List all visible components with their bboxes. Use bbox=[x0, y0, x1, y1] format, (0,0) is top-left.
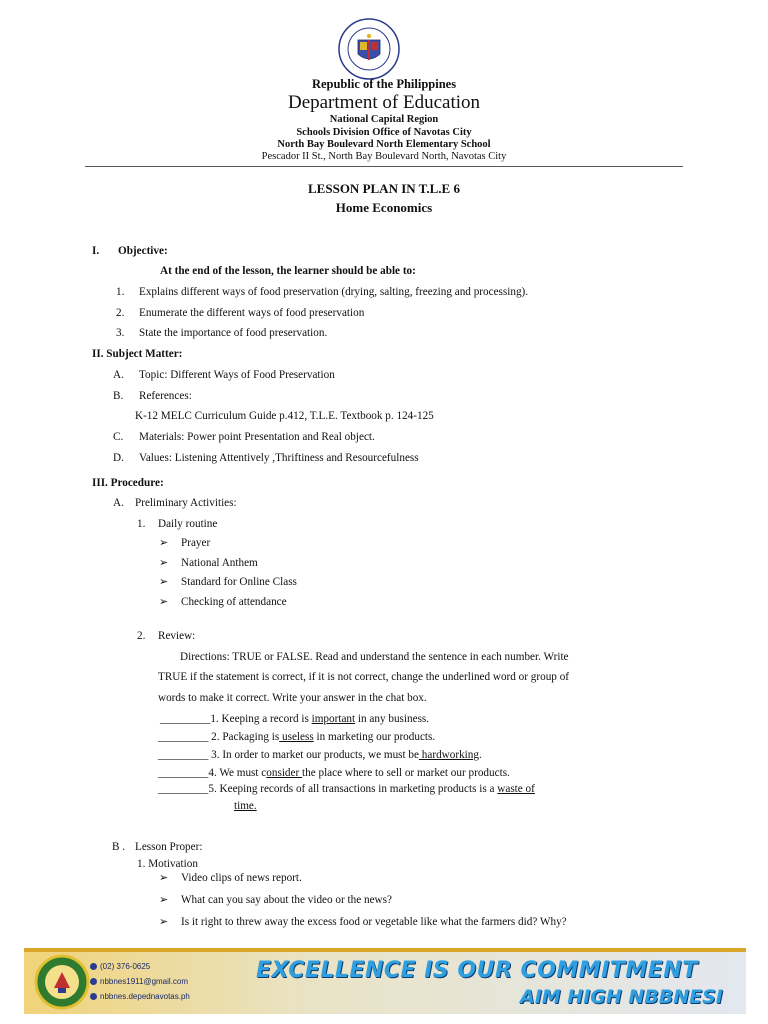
region-line: National Capital Region bbox=[329, 114, 439, 125]
arrow-bullet-icon: ➢ bbox=[159, 557, 169, 569]
objective-item: Explains different ways of food preservation (drying, salting, freezing and processing). bbox=[139, 286, 529, 298]
school-address: Pescador II St., North Bay Boulevard North, Navotas City bbox=[261, 151, 507, 162]
daily-routine-number: 1. bbox=[137, 518, 146, 530]
review-item bbox=[158, 782, 535, 796]
footer-web bbox=[90, 992, 190, 1001]
routine-item: National Anthem bbox=[181, 557, 258, 569]
daily-routine-label: Daily routine bbox=[158, 518, 218, 530]
email-text: nbbnes1911@gmail.com bbox=[100, 977, 189, 986]
answer-blank: _________ bbox=[160, 713, 211, 725]
review-item bbox=[158, 766, 510, 780]
review-item-continuation: time. bbox=[234, 800, 257, 812]
answer-blank: _________ bbox=[158, 767, 209, 779]
department-name: Department of Education bbox=[287, 92, 481, 113]
underlined-term: hardworking bbox=[419, 749, 479, 761]
footer-banner bbox=[24, 948, 746, 1014]
lesson-proper-label: Lesson Proper: bbox=[135, 841, 203, 853]
school-name: North Bay Boulevard North Elementary School bbox=[277, 139, 491, 150]
review-directions-line: words to make it correct. Write your answer in the chat box. bbox=[158, 692, 427, 704]
routine-item: Standard for Online Class bbox=[181, 576, 297, 588]
review-item bbox=[160, 712, 429, 726]
subject-item-letter: D. bbox=[113, 452, 124, 464]
arrow-bullet-icon: ➢ bbox=[159, 894, 169, 906]
objective-number: I. bbox=[92, 245, 100, 257]
routine-item: Prayer bbox=[181, 537, 211, 549]
school-logo-icon bbox=[34, 954, 90, 1010]
objective-item-number: 1. bbox=[116, 286, 125, 298]
subject-item-letter: C. bbox=[113, 431, 124, 443]
arrow-bullet-icon: ➢ bbox=[159, 537, 169, 549]
review-item-text: 5. Keeping records of all transactions in marketing products is a bbox=[208, 783, 498, 795]
answer-blank: _________ bbox=[158, 783, 209, 795]
review-item-text: 2. Packaging is bbox=[208, 731, 280, 743]
review-item-text: 1. Keeping a record is bbox=[210, 713, 312, 725]
arrow-bullet-icon: ➢ bbox=[159, 916, 169, 928]
header-divider bbox=[85, 166, 683, 167]
review-item-text: 4. We must c bbox=[208, 767, 267, 779]
objective-item: State the importance of food preservation. bbox=[139, 327, 328, 339]
subject-matter-heading: II. Subject Matter: bbox=[92, 348, 183, 360]
motivation-item: Is it right to threw away the excess food or vegetable like what the farmers did? Why? bbox=[181, 916, 567, 928]
review-item-text: . bbox=[478, 749, 482, 761]
subject-item: Topic: Different Ways of Food Preservation bbox=[139, 369, 335, 381]
subject-item: K-12 MELC Curriculum Guide p.412, T.L.E. Textbook p. 124-125 bbox=[135, 410, 434, 422]
subject-item-letter: B. bbox=[113, 390, 124, 402]
arrow-bullet-icon: ➢ bbox=[159, 576, 169, 588]
review-number: 2. bbox=[137, 630, 146, 642]
review-item-text: in any business. bbox=[355, 713, 430, 725]
review-item-text: 3. In order to market our products, we must be bbox=[208, 749, 419, 761]
phone-text: (02) 376-0625 bbox=[100, 962, 151, 971]
footer-phone bbox=[90, 962, 150, 971]
objective-item-number: 2. bbox=[116, 307, 125, 319]
deped-seal-icon bbox=[338, 18, 400, 80]
lesson-plan-subtitle: Home Economics bbox=[335, 200, 433, 215]
objective-item-number: 3. bbox=[116, 327, 125, 339]
review-directions-line: Directions: TRUE or FALSE. Read and understand the sentence in each number. Write bbox=[180, 651, 569, 663]
objective-intro: At the end of the lesson, the learner should be able to: bbox=[160, 265, 416, 277]
republic-line: Republic of the Philippines bbox=[311, 77, 457, 91]
footer-email bbox=[90, 977, 188, 986]
subject-item: Materials: Power point Presentation and Real object. bbox=[139, 431, 375, 443]
preliminary-activities-label: Preliminary Activities: bbox=[135, 497, 237, 509]
arrow-bullet-icon: ➢ bbox=[159, 872, 169, 884]
motivation-item: What can you say about the video or the news? bbox=[181, 894, 392, 906]
procedure-a-letter: A. bbox=[113, 497, 124, 509]
motivation-item: Video clips of news report. bbox=[181, 872, 302, 884]
review-item-text: in marketing our products. bbox=[313, 731, 436, 743]
lesson-plan-title: LESSON PLAN IN T.L.E 6 bbox=[308, 181, 460, 196]
review-label: Review: bbox=[158, 630, 196, 642]
routine-item: Checking of attendance bbox=[181, 596, 287, 608]
review-item-text: the place where to sell or market our products. bbox=[302, 767, 510, 779]
subject-item-letter: A. bbox=[113, 369, 124, 381]
underlined-term: waste of bbox=[497, 783, 535, 795]
subject-item: References: bbox=[139, 390, 192, 402]
answer-blank: _________ bbox=[158, 749, 209, 761]
phone-icon bbox=[90, 963, 97, 970]
underlined-term: onsider bbox=[266, 767, 303, 779]
motivation-label: 1. Motivation bbox=[137, 858, 198, 870]
footer-stripe bbox=[24, 948, 746, 952]
division-line: Schools Division Office of Navotas City bbox=[296, 127, 472, 138]
footer-tagline: AIM HIGH NBBNESI bbox=[520, 986, 723, 1008]
web-icon bbox=[90, 993, 97, 1000]
procedure-heading: III. Procedure: bbox=[92, 477, 164, 489]
web-text: nbbnes.depednavotas.ph bbox=[100, 992, 190, 1001]
subject-item: Values: Listening Attentively ,Thriftiness and Resourcefulness bbox=[139, 452, 419, 464]
footer-slogan: EXCELLENCE IS OUR COMMITMENT bbox=[256, 958, 698, 983]
objective-item: Enumerate the different ways of food preservation bbox=[139, 307, 365, 319]
review-item bbox=[158, 730, 435, 744]
arrow-bullet-icon: ➢ bbox=[159, 596, 169, 608]
email-icon bbox=[90, 978, 97, 985]
underlined-term: useless bbox=[279, 731, 314, 743]
procedure-b-letter: B . bbox=[112, 841, 126, 853]
underlined-term: important bbox=[311, 713, 356, 725]
objective-heading: Objective: bbox=[118, 245, 168, 257]
review-directions-line: TRUE if the statement is correct, if it is not correct, change the underlined word or group of bbox=[158, 671, 570, 683]
review-item bbox=[158, 748, 482, 762]
answer-blank: _________ bbox=[158, 731, 209, 743]
